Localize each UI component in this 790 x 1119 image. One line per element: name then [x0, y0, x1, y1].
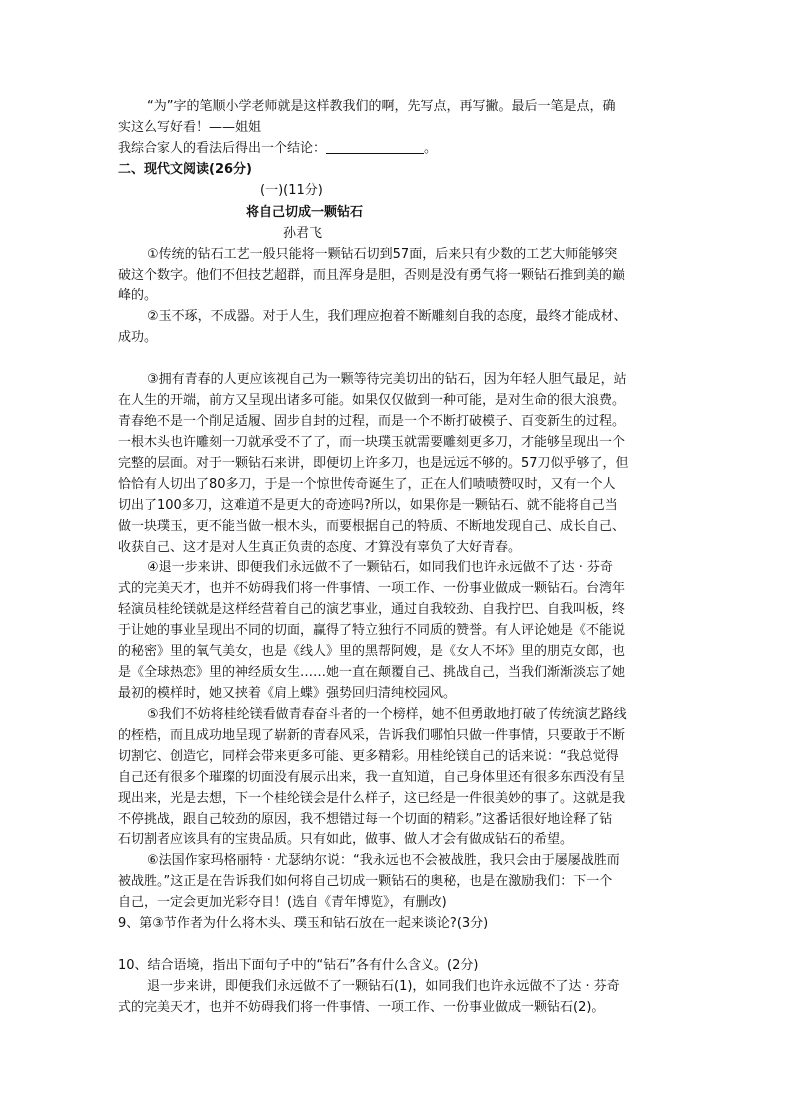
conclusion-end: 。: [424, 141, 438, 156]
paragraph-5-line: ⑤我们不妨将桂纶镁看做青春奋斗者的一个榜样，她不但勇敢地打破了传统演艺路线: [147, 707, 627, 722]
paragraph-5-line: 不停挑战，跟自己较劲的原因，我不想错过每一个切面的精彩。”这番话很好地诠释了钻: [118, 812, 613, 827]
paragraph-4-line: 轻演员桂纶镁就是这样经营着自己的演艺事业，通过自我较劲、自我拧巴、自我叫板，终: [118, 602, 626, 617]
paragraph-2-line: ②玉不琢，不成器。对于人生，我们理应抱着不断雕刻自我的态度，最终才能成材、: [147, 309, 627, 324]
paragraph-3-line: 做一块璞玉，更不能当做一根木头，而要根据自己的特质、不断地发现自己、成长自己、: [118, 519, 626, 534]
paragraph-5-line: 石切割者应该具有的宝贵品质。只有如此，做事、做人才会有做成钻石的希望。: [118, 832, 574, 847]
paragraph-6-line: 被战胜。”这正是在告诉我们如何将自己切成一颗钻石的奥秘，也是在激励我们：下一个: [118, 874, 613, 889]
question-10-quote-line: 式的完美天才，也并不妨碍我们将一件事情、一项工作、一份事业做成一颗钻石(2)。: [118, 1000, 605, 1015]
paragraph-4-line: 于让她的事业呈现出不同的切面，赢得了特立独行不同质的赞誉。有人评论她是《不能说: [118, 623, 626, 638]
paragraph-4-line: 是《全球热恋》里的神经质女生……她一直在颠覆自己、挑战自己，当我们渐渐淡忘了她: [118, 665, 626, 680]
paragraph-3-line: 收获自己、这才是对人生真正负责的态度、才算没有辜负了大好青春。: [118, 540, 522, 555]
paragraph-4-line: 式的完美天才，也并不妨碍我们将一件事情、一项工作、一份事业做成一颗钻石。台湾年: [118, 581, 626, 596]
question-9: 9、第③节作者为什么将木头、璞玉和钻石放在一起来谈论?(3分): [118, 916, 489, 931]
paragraph-1-line: 峰的。: [118, 288, 158, 303]
paragraph-5-line: 自己还有很多个璀璨的切面没有展示出来，我一直知道，自己身体里还有很多东西没有呈: [118, 770, 626, 785]
paragraph-3-line: ③拥有青春的人更应该视自己为一颗等待完美切出的钻石，因为年轻人胆气最足，站: [147, 372, 627, 387]
conclusion-line: [118, 139, 437, 159]
author: 孙君飞: [283, 226, 323, 241]
paragraph-1-line: 破这个数字。他们不但技艺超群，而且浑身是胆，否则是没有勇气将一颗钻石推到美的巅: [118, 268, 626, 283]
question-10: 10、结合语境，指出下面句子中的“钻石”各有什么含义。(2分): [118, 958, 479, 973]
paragraph-4-line: 最初的模样时，她又挟着《肩上蝶》强势回归清纯校园风。: [118, 686, 457, 701]
paragraph-6-line: 自己，一定会更加光彩夺目！(选自《青年博览》，有删改): [118, 895, 447, 910]
text-line: 实这么写好看！——姐姐: [118, 120, 262, 135]
paragraph-3-line: 完整的层面。对于一颗钻石来讲，即便切上许多刀，也是远远不够的。57刀似乎够了，但: [118, 456, 629, 471]
paragraph-6-line: ⑥法国作家玛格丽特 · 尤瑟纳尔说：“我永远也不会被战胜，我只会由于屡屡战胜而: [147, 853, 620, 868]
paragraph-5-line: 现出来，光是去想，下一个桂纶镁会是什么样子，这已经是一件很美妙的事了。这就是我: [118, 791, 626, 806]
part-label: (一)(11分): [260, 183, 323, 198]
article-title: 将自己切成一颗钻石: [246, 205, 364, 220]
paragraph-4-line: 的秘密》里的氧气美女，也是《线人》里的黑帮阿嫂，是《女人不坏》里的朋克女郎，也: [118, 644, 626, 659]
paragraph-2-line: 成功。: [118, 330, 158, 345]
section-heading: 二、现代文阅读(26分): [118, 162, 252, 177]
paragraph-3-line: 在人生的开端，前方又呈现出诸多可能。如果仅仅做到一种可能，是对生命的很大浪费。: [118, 393, 626, 408]
paragraph-3-line: 一根木头也许雕刻一刀就承受不了了，而一块璞玉就需要雕刻更多刀，才能够呈现出一个: [118, 435, 626, 450]
paragraph-3-line: 恰恰有人切出了80多刀，于是一个惊世传奇诞生了，正在人们啧啧赞叹时，又有一个人: [118, 477, 616, 492]
paragraph-4-line: ④退一步来讲、即便我们永远做不了一颗钻石，如同我们也许永远做不了达 · 芬奇: [147, 560, 614, 575]
paragraph-3-line: 切出了100多刀，这难道不是更大的奇迹吗?所以，如果你是一颗钻石、就不能将自己当: [118, 498, 618, 513]
paragraph-5-line: 切割它、创造它，同样会带来更多可能、更多精彩。用桂纶镁自己的话来说：“我总觉得: [118, 749, 619, 764]
conclusion-prompt: 我综合家人的看法后得出一个结论：: [118, 141, 327, 156]
text-line: “为”字的笔顺小学老师就是这样教我们的啊，先写点，再写撇。最后一笔是点，确: [147, 99, 616, 114]
question-10-quote-line: 退一步来讲，即便我们永远做不了一颗钻石(1)，如同我们也许永远做不了达 · 芬奇: [147, 979, 620, 994]
paragraph-3-line: 青春绝不是一个削足适履、固步自封的过程，而是一个不断打破模子、百变新生的过程。: [118, 414, 626, 429]
paragraph-1-line: ①传统的钻石工艺一般只能将一颗钻石切到57面，后来只有少数的工艺大师能够突: [147, 247, 618, 262]
answer-blank[interactable]: [326, 139, 424, 154]
paragraph-5-line: 的桎梏，而且成功地呈现了崭新的青春风采，告诉我们哪怕只做一件事情，只要敢于不断: [118, 728, 626, 743]
